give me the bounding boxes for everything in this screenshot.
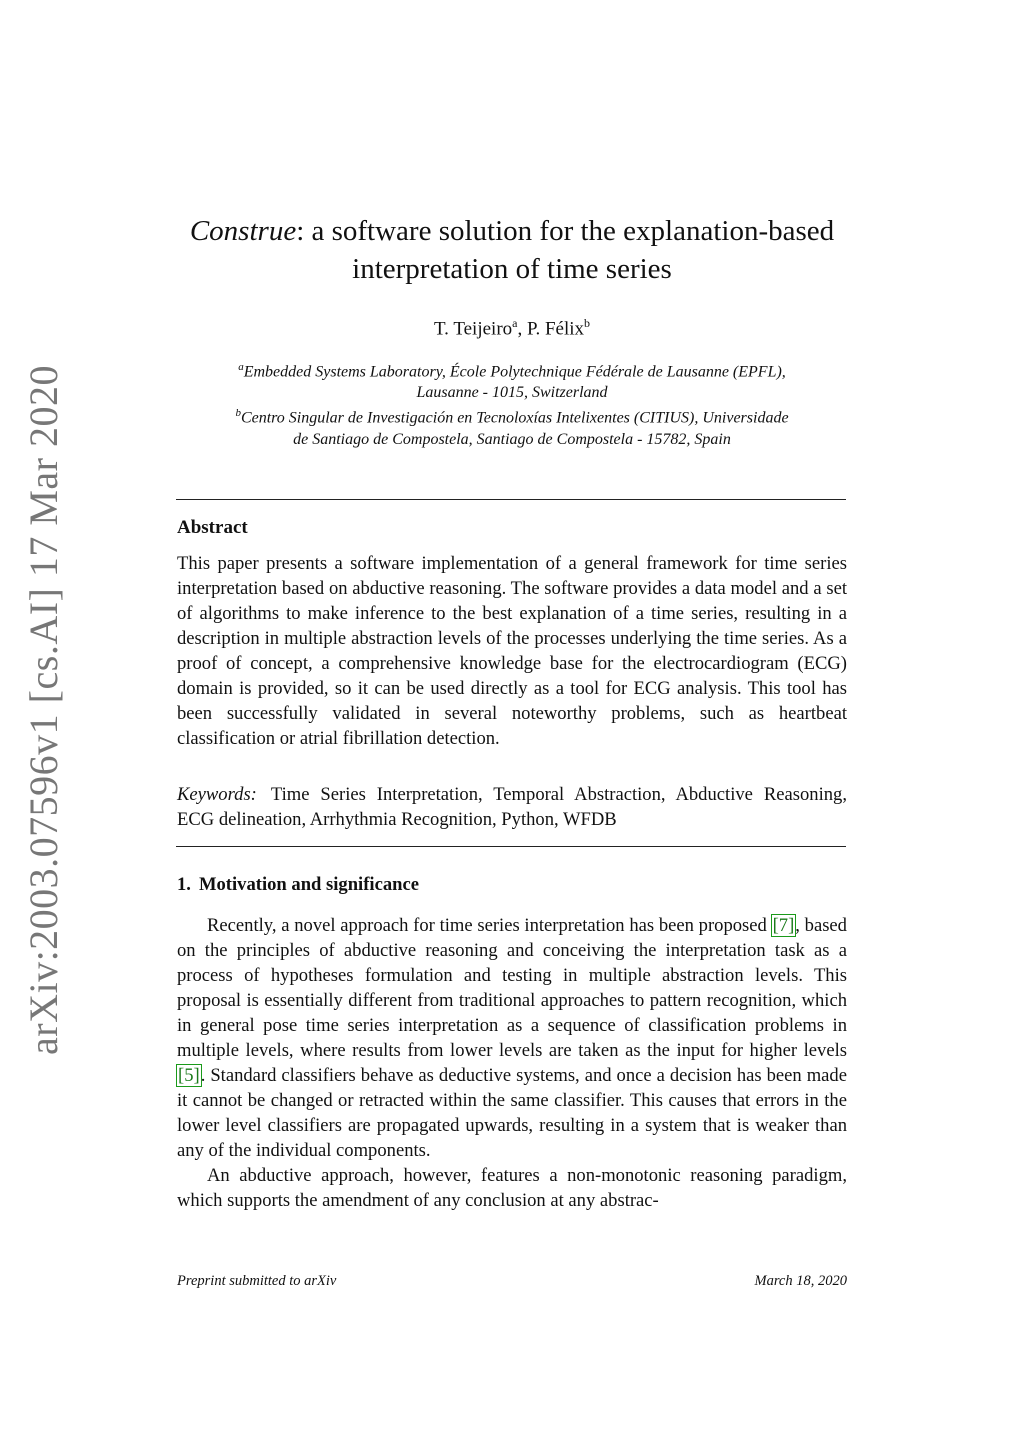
author-affiliation-mark: b	[584, 316, 591, 330]
title-software-name: Construe	[189, 215, 297, 247]
section-title: Motivation and significance	[198, 874, 419, 895]
paragraph-text: Recently, a novel approach for time series interpretation has been proposed	[207, 915, 772, 936]
section-body	[177, 913, 847, 1213]
author-name: P. Félix	[526, 318, 585, 340]
keywords	[177, 782, 847, 832]
section-heading	[177, 874, 419, 896]
citation-link[interactable]: [7]	[772, 915, 795, 936]
abstract-top-rule	[176, 499, 846, 500]
author-affiliation-mark: a	[512, 316, 518, 330]
title-line1-rest: : a software solution for the explanation-based	[296, 215, 835, 247]
paragraph	[177, 913, 847, 1163]
section-number: 1.	[177, 874, 191, 895]
affiliation-b-line1: Centro Singular de Investigación en Tecnoloxías Intelixentes (CITIUS), Universidade	[240, 409, 789, 427]
paragraph-text: , based on the principles of abductive reasoning and conceiving the interpretation task as a process of hypotheses formulation and testing in multiple abstraction levels. This proposal is essentially different from traditional approaches to pattern recognition, which in general pose time series interpretation as a sequence of classification problems in multiple levels, where results from lower levels are taken as the input for higher levels	[177, 915, 847, 1061]
citation-link[interactable]: [5]	[178, 1065, 200, 1086]
affiliation-a-line1: Embedded Systems Laboratory, École Polytechnique Fédérale de Lausanne (EPFL),	[243, 363, 786, 381]
abstract-heading: Abstract	[177, 517, 248, 538]
paragraph: An abductive approach, however, features a non-monotonic reasoning paradigm, which supports the amendment of any conclusion at any abstrac-	[177, 1165, 847, 1211]
affiliation-a-line2: Lausanne - 1015, Switzerland	[416, 384, 608, 402]
abstract-text: This paper presents a software implementation of a general framework for time series interpretation based on abductive reasoning. The software provides a data model and a set of algorithms to make inference to the best explanation of a time series, resulting in a description in multiple abstraction levels of the processes underlying the time series. As a proof of concept, a comprehensive knowledge base for the electrocardiogram (ECG) domain is provided, so it can be used directly as a tool for ECG analysis. This tool has been successfully validated in several noteworthy problems, such as heartbeat classification or atrial fibrillation detection.	[177, 553, 847, 749]
author-name: T. Teijeiro	[433, 318, 513, 340]
title-line2: interpretation of time series	[352, 253, 672, 285]
affiliation-b-line2: de Santiago de Compostela, Santiago de Compostela - 15782, Spain	[293, 430, 731, 448]
paper-title	[150, 212, 874, 288]
abstract-bottom-rule	[176, 846, 846, 847]
author-list: T. Teijeiro$^a$, P. Félix$^b$	[433, 316, 591, 340]
affiliation-mark: a	[238, 361, 244, 373]
footer-date: March 18, 2020	[754, 1273, 847, 1289]
footer-preprint-note: Preprint submitted to arXiv	[177, 1273, 337, 1289]
affiliations	[176, 357, 848, 450]
paragraph-text: . Standard classifiers behave as deductive systems, and once a decision has been made it cannot be changed or retracted within the same classifier. This causes that errors in the lower level classifiers are propagated upwards, resulting in a system that is weaker than any of the individual components.	[177, 1065, 847, 1161]
keywords-text: Time Series Interpretation, Temporal Abstraction, Abductive Reasoning, ECG delineation, Arrhythmia Recognition, Python, WFDB	[177, 784, 847, 830]
arxiv-identifier-stamp: arXiv:2003.07596v1 [cs.AI] 17 Mar 2020	[21, 365, 66, 1055]
keywords-label: Keywords:	[177, 784, 257, 805]
affiliation-mark: b	[235, 407, 241, 420]
